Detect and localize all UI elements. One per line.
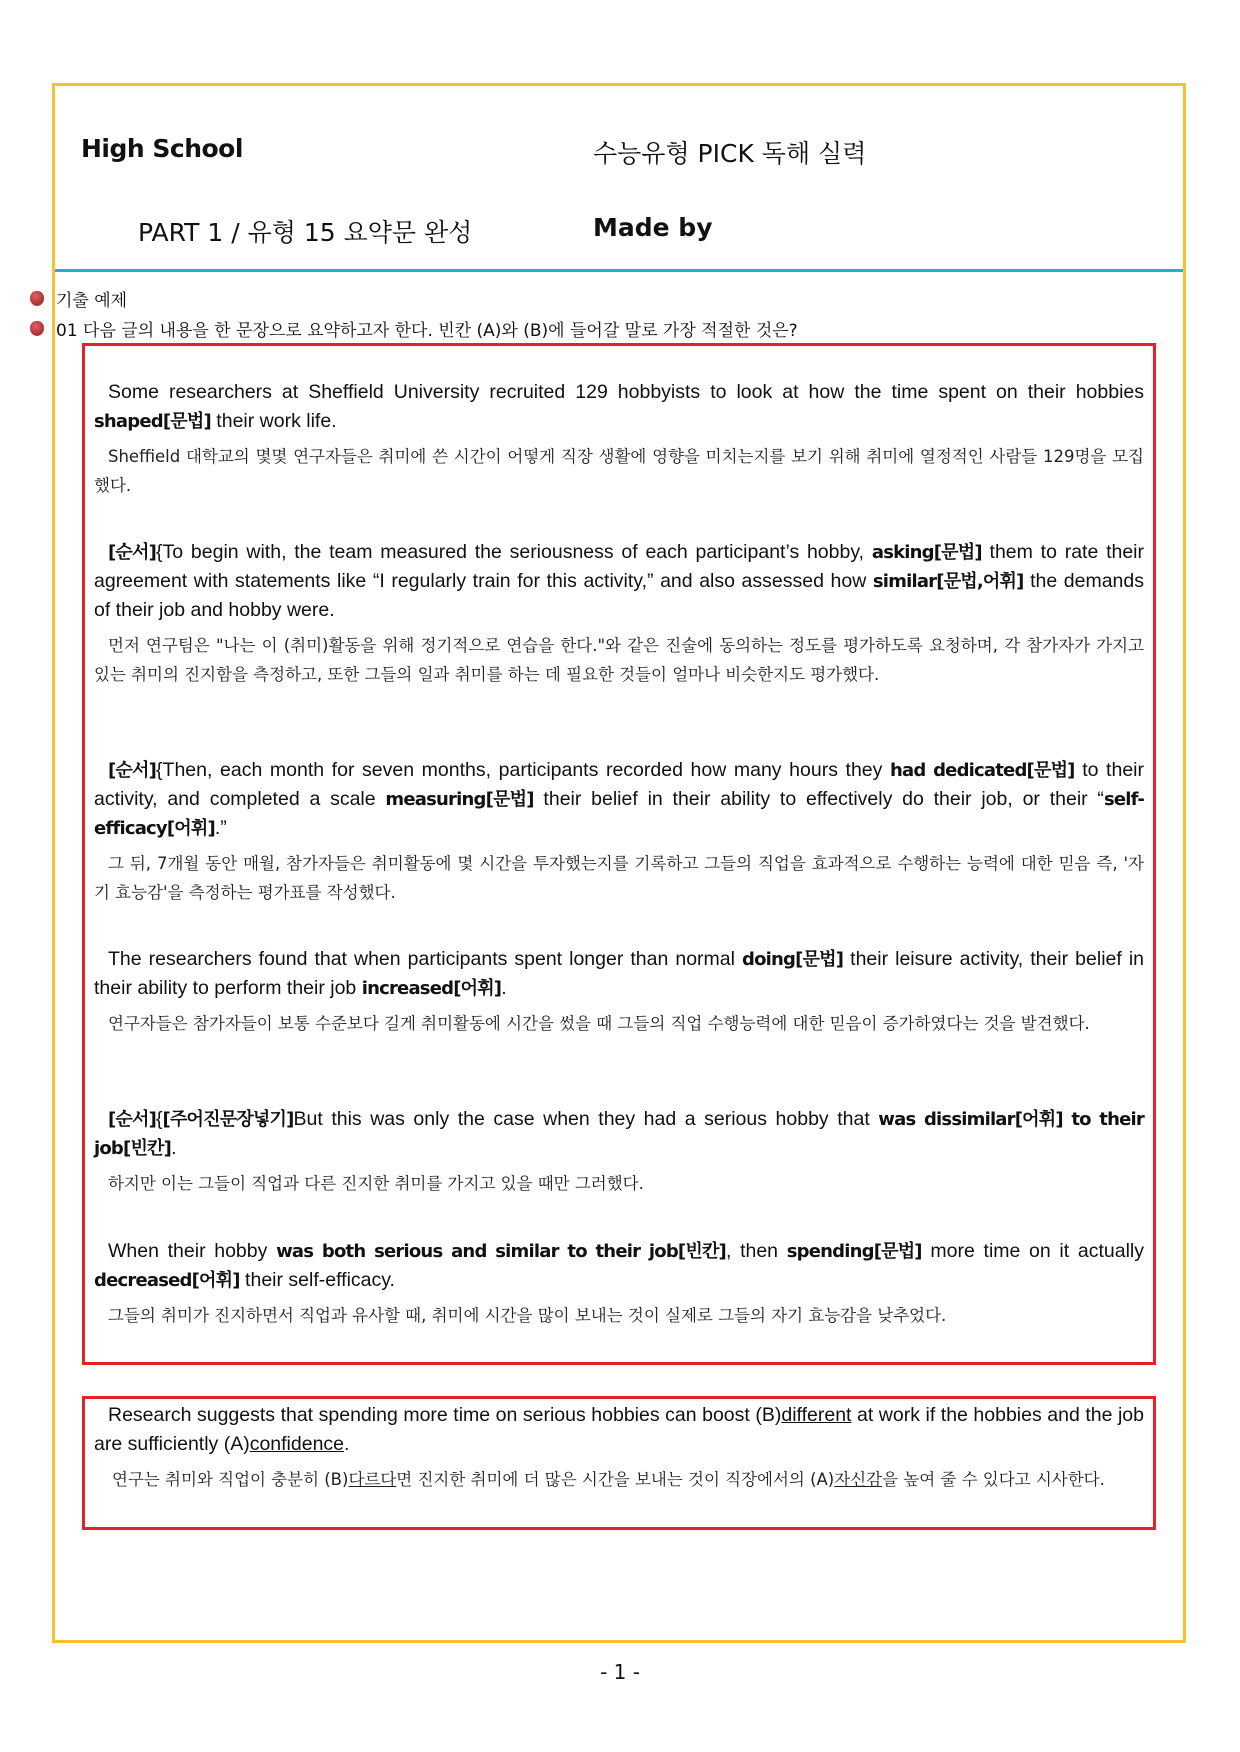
paragraph-english: [순서]{Then, each month for seven months, participants recorded how many hours they had dedicated[문법] to their activity, and completed a scale measuring[문법] their belief in their ability to effectively do their job, or their “self-efficacy[어휘].” <box>94 759 1145 839</box>
paragraph-2 <box>94 538 1144 689</box>
blank-mark: was dissimilar[어휘] to their job[빈칸] <box>94 1109 1144 1159</box>
part-label: PART 1 / 유형 15 요약문 완성 <box>138 218 473 247</box>
bullet-question <box>30 316 798 341</box>
paragraph-korean: 그 뒤, 7개월 동안 매월, 참가자들은 취미활동에 몇 시간을 투자했는지를 기록하고 그들의 직업을 효과적으로 수행하는 능력에 대한 믿음 즉, '자기 효능감'을 측정하는 평가표를 작성했다. <box>94 854 1144 902</box>
made-by-label: Made by <box>593 213 713 242</box>
paragraph-korean: 연구자들은 참가자들이 보통 수준보다 길게 취미활동에 시간을 썼을 때 그들의 직업 수행능력에 대한 믿음이 증가하였다는 것을 발견했다. <box>108 1014 1090 1033</box>
passage-box <box>82 343 1156 1365</box>
vocab-mark: self-efficacy[어휘] <box>94 789 1145 839</box>
grammar-mark: had dedicated[문법] <box>890 760 1075 781</box>
question-text: 01 다음 글의 내용을 한 문장으로 요약하고자 한다. 빈칸 (A)와 (B)에 들어갈 말로 가장 적절한 것은? <box>56 321 798 341</box>
vocab-mark: increased[어휘] <box>361 978 502 999</box>
vocab-mark: decreased[어휘] <box>94 1270 240 1291</box>
paragraph-korean: 먼저 연구팀은 "나는 이 (취미)활동을 위해 정기적으로 연습을 한다."와 같은 진술에 동의하는 정도를 평가하도록 요청하며, 각 참가자가 가지고 있는 취미의 진지함을 측정하고, 또한 그들의 일과 취미를 하는 데 필요한 것들이 얼마나 비슷한지도 평가했다. <box>94 636 1144 684</box>
grammar-mark: asking[문법] <box>871 542 982 563</box>
paragraph-korean: 그들의 취미가 진지하면서 직업과 유사할 때, 취미에 시간을 많이 보내는 것이 실제로 그들의 자기 효능감을 낮추었다. <box>108 1306 947 1325</box>
paragraph-4 <box>94 945 1144 1038</box>
summary-paragraph <box>94 1401 1144 1494</box>
paragraph-english: Some researchers at Sheffield University recruited 129 hobbyists to look at how the time spent on their hobbies shaped[문법] their work life. <box>94 381 1144 432</box>
bullet-icon <box>30 321 44 336</box>
insert-sentence-mark: [주어진문장넣기] <box>162 1109 294 1130</box>
paragraph-3 <box>94 756 1144 907</box>
paragraph-english: When their hobby was both serious and similar to their job[빈칸], then spending[문법] more time on it actually decreased[어휘] their self-efficacy. <box>94 1240 1144 1291</box>
summary-english: Research suggests that spending more time on serious hobbies can boost (B)different at work if the hobbies and the job are sufficiently (A)confidence. <box>94 1404 1144 1455</box>
paragraph-korean: 하지만 이는 그들이 직업과 다른 진지한 취미를 가지고 있을 때만 그러했다. <box>108 1174 644 1193</box>
order-mark: [순서] <box>108 542 157 563</box>
paragraph-1 <box>94 378 1144 500</box>
bullet-label <box>30 286 127 311</box>
blank-mark: was both serious and similar to their job[빈칸] <box>276 1241 726 1262</box>
paragraph-english: [순서]{[주어진문장넣기]But this was only the case when they had a serious hobby that was dissimilar[어휘] to their job[빈칸]. <box>94 1108 1144 1159</box>
book-title: 수능유형 PICK 독해 실력 <box>593 139 867 168</box>
grammar-mark: shaped[문법] <box>94 411 211 432</box>
grammar-vocab-mark: similar[문법,어휘] <box>872 571 1024 592</box>
paragraph-english: [순서]{To begin with, the team measured the seriousness of each participant’s hobby, asking[문법] them to rate their agreement with statements like “I regularly train for this activity,” and also assessed how similar[문법,어휘] the demands of their job and hobby were. <box>94 541 1144 621</box>
grammar-mark: doing[문법] <box>741 949 844 970</box>
page-number: - 1 - <box>600 1660 640 1684</box>
answer-a: confidence <box>249 1433 345 1455</box>
paragraph-5 <box>94 1105 1144 1198</box>
paragraph-6 <box>94 1237 1144 1330</box>
order-mark: [순서] <box>108 1109 157 1130</box>
order-mark: [순서] <box>108 760 157 781</box>
bullet-icon <box>30 291 44 306</box>
grammar-mark: measuring[문법] <box>385 789 534 810</box>
page-header <box>55 86 1183 272</box>
answer-b-korean: 다르다 <box>348 1470 397 1489</box>
school-label: High School <box>81 134 243 163</box>
answer-b: different <box>781 1404 852 1426</box>
summary-box <box>82 1396 1156 1530</box>
grammar-mark: spending[문법] <box>786 1241 922 1262</box>
answer-a-korean: 자신감 <box>834 1470 883 1489</box>
summary-korean: 연구는 취미와 직업이 충분히 (B)다르다면 진지한 취미에 더 많은 시간을 보내는 것이 직장에서의 (A)자신감을 높여 줄 수 있다고 시사한다. <box>112 1470 1105 1489</box>
section-label: 기출 예제 <box>56 291 128 311</box>
paragraph-english: The researchers found that when participants spent longer than normal doing[문법] their leisure activity, their belief in their ability to perform their job increased[어휘]. <box>94 948 1144 999</box>
paragraph-korean: Sheffield 대학교의 몇몇 연구자들은 취미에 쓴 시간이 어떻게 직장 생활에 영향을 미치는지를 보기 위해 취미에 열정적인 사람들 129명을 모집했다. <box>94 447 1144 495</box>
